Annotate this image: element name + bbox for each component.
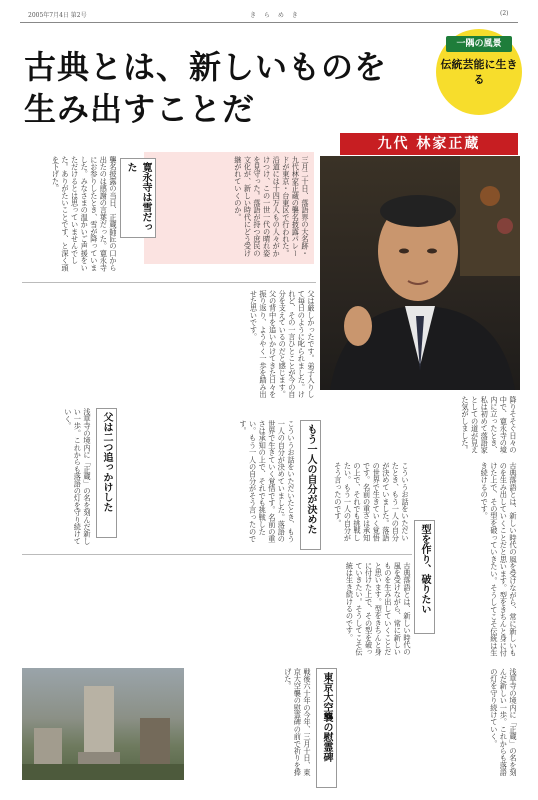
name-band: 九代 林家正蔵	[340, 133, 518, 155]
portrait-photo	[320, 156, 520, 390]
badge-main-label: 伝統芸能に生きる	[440, 58, 518, 86]
memorial-illustration	[22, 668, 184, 780]
section-body-3: こういうお話をいただいたとき、もう一人の自分が決めていました。落語の世界で生きていく覚悟です。名前の重さは承知の上で、それでも挑戦したい。もう一人の自分がそう言ったのです。	[239, 420, 296, 543]
page-header	[0, 0, 538, 24]
intro-text: 三月二十日、落語界の大名跡・九代林家正蔵の襲名披露パレードが東京・台東区で行われた。沿道には十四万人もの人々がかけつけ、この一世一代の晴れ姿を見守った。落語が持つ庶民の文化が、新しい時代にどう受け継がれていくのか。	[233, 156, 310, 257]
section-heading-4: 型を作り、破りたい	[414, 520, 435, 634]
memorial-caption: 戦後六十年の今年、三月十日、東京大空襲の慰霊碑の前で祈りを捧げた。	[283, 668, 312, 776]
memorial-photo	[22, 668, 184, 780]
newsletter-title: き ら め き	[250, 12, 301, 19]
divider	[22, 282, 316, 283]
section-body-2a: 父は厳しかったです。弟子入りして毎日のように叱られました。けれど、その一言ひとことが今の自分を支えているのだと感じます。父の背中を追いかけてきた日々を振り返り、ようやく一歩を踏み出せた思いです。	[249, 290, 316, 398]
header-rule	[20, 22, 518, 23]
section-body-2b: 浅草寺の境内に「正蔵」の名を刻んだ新しい一歩。これからも落語の灯を守り続けていく。	[63, 408, 92, 545]
section-body-4b: 古典落語とは、新しい時代の風を受けながら、常に新しいものを生み出していくことだと思います。型をきちんと身に付けた上で、その型を破っていきたい。そうしてこそ伝統は生き続けるのです。	[345, 562, 412, 656]
intro-box	[144, 152, 314, 264]
page-number: (2)	[500, 10, 509, 17]
section-body-3b: こういうお話をいただいたとき、もう一人の自分が決めていました。落語の世界で生きていく覚悟です。名前の重さは承知の上で、それでも挑戦したい。もう一人の自分がそう言ったのです。	[333, 462, 410, 542]
headline-line1: 古典とは、新しいものを	[24, 48, 388, 86]
section-heading-3: もう一人の自分が決めた	[300, 420, 321, 550]
badge-series-label: 一隅の風景	[446, 36, 512, 52]
portrait-illustration	[320, 156, 520, 390]
section-body-4a: 古典落語とは、新しい時代の風を受けながら、常に新しいものを生み出していくことだと思います。型をきちんと身に付けた上で、その型を破っていきたい。そうしてこそ伝統は生き続けるのです。	[480, 462, 518, 657]
section-heading-1: 寛永寺は雪だった	[120, 158, 156, 238]
divider	[22, 554, 412, 555]
section-body-1: 襲名披露の当日、正蔵師匠の口から出たのは感謝の言葉だった。寛永寺にお参りしたとき、雪が降っていました。みなさまの温かいご声援をいただけるとは思っていませんでした。ありがたいことです、と深く頭を下げた。	[51, 156, 118, 272]
issue-date: 2005年7月4日 第2号	[28, 12, 87, 19]
side-column-text: 降りそそぐ日々の中で、寛永寺の境内に立ったとき、私は初めて落語家としての道が見えた気がしました。	[461, 396, 518, 454]
headline-line2: 生み出すことだ	[24, 90, 256, 128]
memorial-heading: 東京大空襲の慰霊碑	[316, 668, 337, 788]
closing-text: 浅草寺の境内に「正蔵」の名を刻んだ新しい一歩。これからも落語の灯を守り続けていく。	[489, 668, 518, 776]
section-heading-2: 父は二つ追っかけした	[96, 408, 117, 538]
